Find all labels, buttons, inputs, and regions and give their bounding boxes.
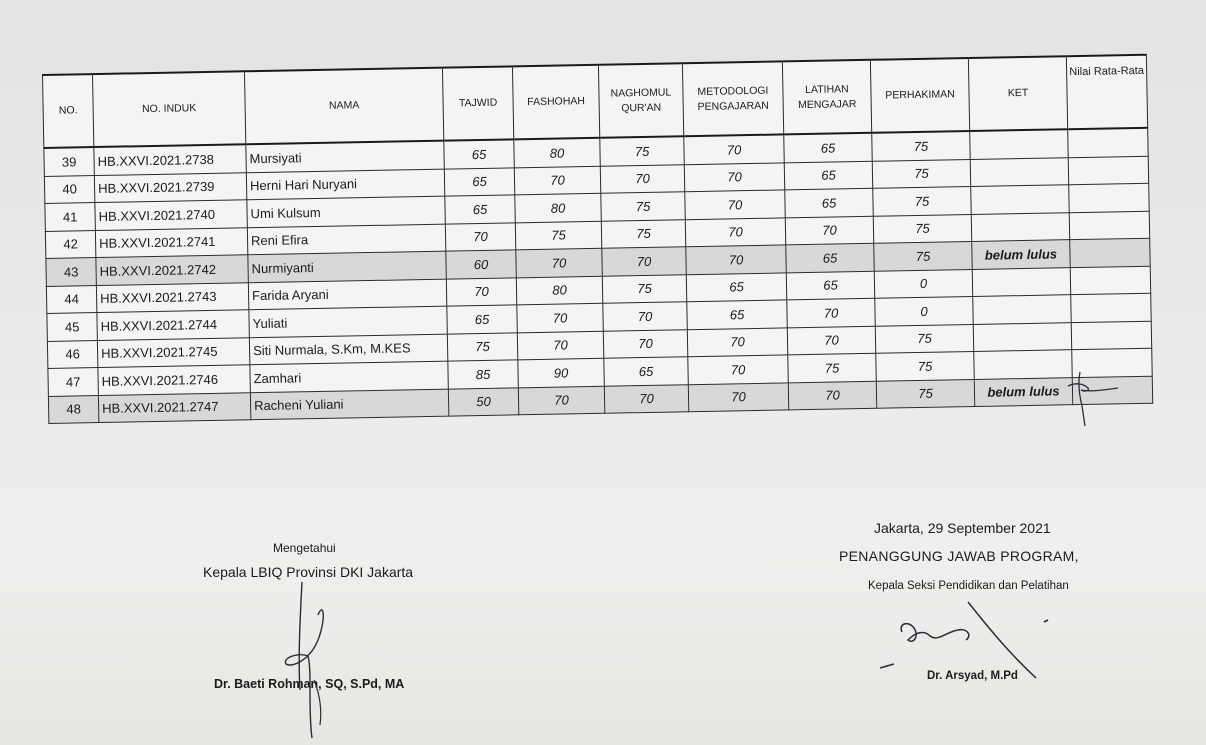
cell-nama: Zamhari [250,361,448,392]
cell-nilai-rata [1071,321,1151,350]
cell-fashohah: 75 [515,221,601,250]
cell-fashohah: 80 [515,193,601,222]
cell-perhakiman: 75 [873,187,971,216]
cell-naghomul: 75 [601,219,685,248]
cell-nama: Siti Nurmala, S.Km, M.KES [249,334,447,365]
cell-latihan: 65 [784,161,872,190]
place-date: Jakarta, 29 September 2021 [874,520,1051,536]
cell-metodologi: 70 [686,245,786,274]
cell-no-induk: HB.XXVI.2021.2740 [95,200,247,230]
cell-naghomul: 70 [602,247,686,276]
cell-latihan: 70 [787,298,875,327]
cell-no-induk: HB.XXVI.2021.2744 [97,310,249,340]
cell-perhakiman: 0 [875,296,973,325]
grades-table [42,54,1153,424]
cell-tajwid: 65 [447,305,517,334]
cell-ket [971,212,1069,241]
right-signer-title: Kepala Seksi Pendidikan dan Pelatihan [868,580,1069,592]
cell-tajwid: 70 [445,222,515,251]
cell-no-induk: HB.XXVI.2021.2739 [94,172,246,202]
header-nama: NAMA [244,68,443,145]
cell-tajwid: 75 [447,332,517,361]
cell-tajwid: 85 [448,360,518,389]
cell-latihan: 70 [788,381,876,410]
cell-nama: Farida Aryani [248,279,446,310]
cell-no-induk: HB.XXVI.2021.2745 [97,337,249,367]
cell-perhakiman: 75 [876,351,974,380]
cell-fashohah: 70 [517,303,603,332]
cell-fashohah: 70 [516,248,602,277]
cell-latihan: 75 [788,353,876,382]
cell-no-induk: HB.XXVI.2021.2747 [98,392,250,422]
cell-ket [971,185,1069,214]
left-signature-scribble [278,560,348,745]
cell-no-induk: HB.XXVI.2021.2746 [98,365,250,395]
cell-perhakiman: 0 [874,269,972,298]
header-tajwid: TAJWID [442,66,513,140]
cell-no: 43 [46,258,96,286]
cell-perhakiman: 75 [876,379,974,408]
cell-metodologi: 65 [686,272,786,301]
cell-naghomul: 70 [600,164,684,193]
cell-tajwid: 60 [446,250,516,279]
cell-naghomul: 70 [603,329,687,358]
cell-perhakiman: 75 [874,241,972,270]
cell-ket [970,129,1068,159]
cell-tajwid: 65 [444,167,514,196]
header-naghomul-quran: NAGHOMUL QUR'AN [598,63,683,138]
cell-latihan: 70 [785,216,873,245]
cell-fashohah: 80 [516,276,602,305]
cell-metodologi: 70 [685,190,785,219]
cell-perhakiman: 75 [875,324,973,353]
cell-tajwid: 70 [446,277,516,306]
cell-no: 42 [45,230,95,258]
cell-naghomul: 70 [604,384,688,413]
cell-no: 46 [47,340,97,368]
cell-perhakiman: 75 [873,214,971,243]
header-nilai-rata-rata: Nilai Rata-Rata [1066,55,1147,129]
cell-naghomul: 65 [604,357,688,386]
cell-no-induk: HB.XXVI.2021.2743 [96,282,248,312]
cell-nilai-rata [1069,211,1149,240]
cell-nama: Nurmiyanti [248,251,446,282]
header-ket: KET [968,56,1067,131]
cell-nama: Mursiyati [246,141,444,173]
cell-fashohah: 90 [518,358,604,387]
cell-metodologi: 70 [685,217,785,246]
cell-fashohah: 70 [514,166,600,195]
cell-nama: Reni Efira [247,224,445,255]
cell-no: 45 [47,313,97,341]
cell-tajwid: 65 [445,195,515,224]
cell-naghomul: 75 [601,192,685,221]
header-latihan-mengajar: LATIHAN MENGAJAR [782,60,871,135]
cell-no-induk: HB.XXVI.2021.2738 [94,144,246,175]
cell-nilai-rata [1070,266,1150,295]
cell-ket: belum lulus [974,377,1072,406]
cell-latihan: 70 [787,326,875,355]
cell-nilai-rata [1070,238,1150,267]
cell-latihan: 65 [786,243,874,272]
cell-no: 48 [48,395,98,423]
cell-no: 39 [44,147,95,176]
cell-naghomul: 75 [602,274,686,303]
cell-nama: Racheni Yuliani [250,389,448,420]
cell-naghomul: 75 [600,136,684,166]
grade-sheet [42,54,1153,424]
cell-no-induk: HB.XXVI.2021.2741 [95,227,247,257]
cell-metodologi: 70 [687,327,787,356]
left-signer-name: Dr. Baeti Rohman, SQ, S.Pd, MA [214,677,405,691]
cell-no: 44 [46,285,96,313]
cell-no: 40 [44,175,94,203]
cell-nama: Umi Kulsum [247,196,445,227]
cell-tajwid: 65 [444,139,515,168]
cell-nilai-rata [1068,128,1148,157]
cell-fashohah: 70 [518,386,604,415]
cell-fashohah: 80 [514,138,600,168]
cell-nama: Yuliati [249,306,447,337]
cell-nilai-rata [1071,293,1151,322]
cell-ket [970,157,1068,186]
cell-tajwid: 50 [448,387,518,416]
cell-latihan: 65 [786,271,874,300]
left-signer-title: Kepala LBIQ Provinsi DKI Jakarta [203,564,414,580]
cell-nilai-rata [1068,156,1148,185]
cell-metodologi: 70 [684,134,784,164]
cell-fashohah: 70 [517,331,603,360]
cell-metodologi: 70 [688,382,788,411]
right-signer-name: Dr. Arsyad, M.Pd [927,670,1018,682]
cell-ket [974,350,1072,379]
cell-ket [973,322,1071,351]
header-metodologi-pengajaran: METODOLOGI PENGAJARAN [682,61,783,136]
cell-latihan: 65 [784,133,872,163]
cell-nama: Herni Hari Nuryani [246,169,444,200]
cell-metodologi: 70 [684,162,784,191]
cell-metodologi: 70 [688,355,788,384]
mengetahui-label: Mengetahui [273,541,336,555]
cell-no: 41 [45,203,95,231]
cell-perhakiman: 75 [872,159,970,188]
header-no: NO. [43,74,94,148]
cell-no: 47 [48,368,98,396]
cell-ket [973,295,1071,324]
cell-no-induk: HB.XXVI.2021.2742 [96,255,248,285]
cell-latihan: 65 [785,188,873,217]
cell-ket: belum lulus [972,240,1070,269]
header-fashohah: FASHOHAH [512,65,599,140]
cell-perhakiman: 75 [872,131,970,161]
header-no-induk: NO. INDUK [93,71,246,147]
right-signer-role: PENANGGUNG JAWAB PROGRAM, [839,548,1079,564]
cell-naghomul: 70 [603,302,687,331]
cell-metodologi: 65 [687,300,787,329]
right-signature-scribble [868,582,1068,682]
header-perhakiman: PERHAKIMAN [870,58,969,133]
handwritten-check-mark [1066,368,1122,428]
cell-ket [972,267,1070,296]
cell-nilai-rata [1069,183,1149,212]
